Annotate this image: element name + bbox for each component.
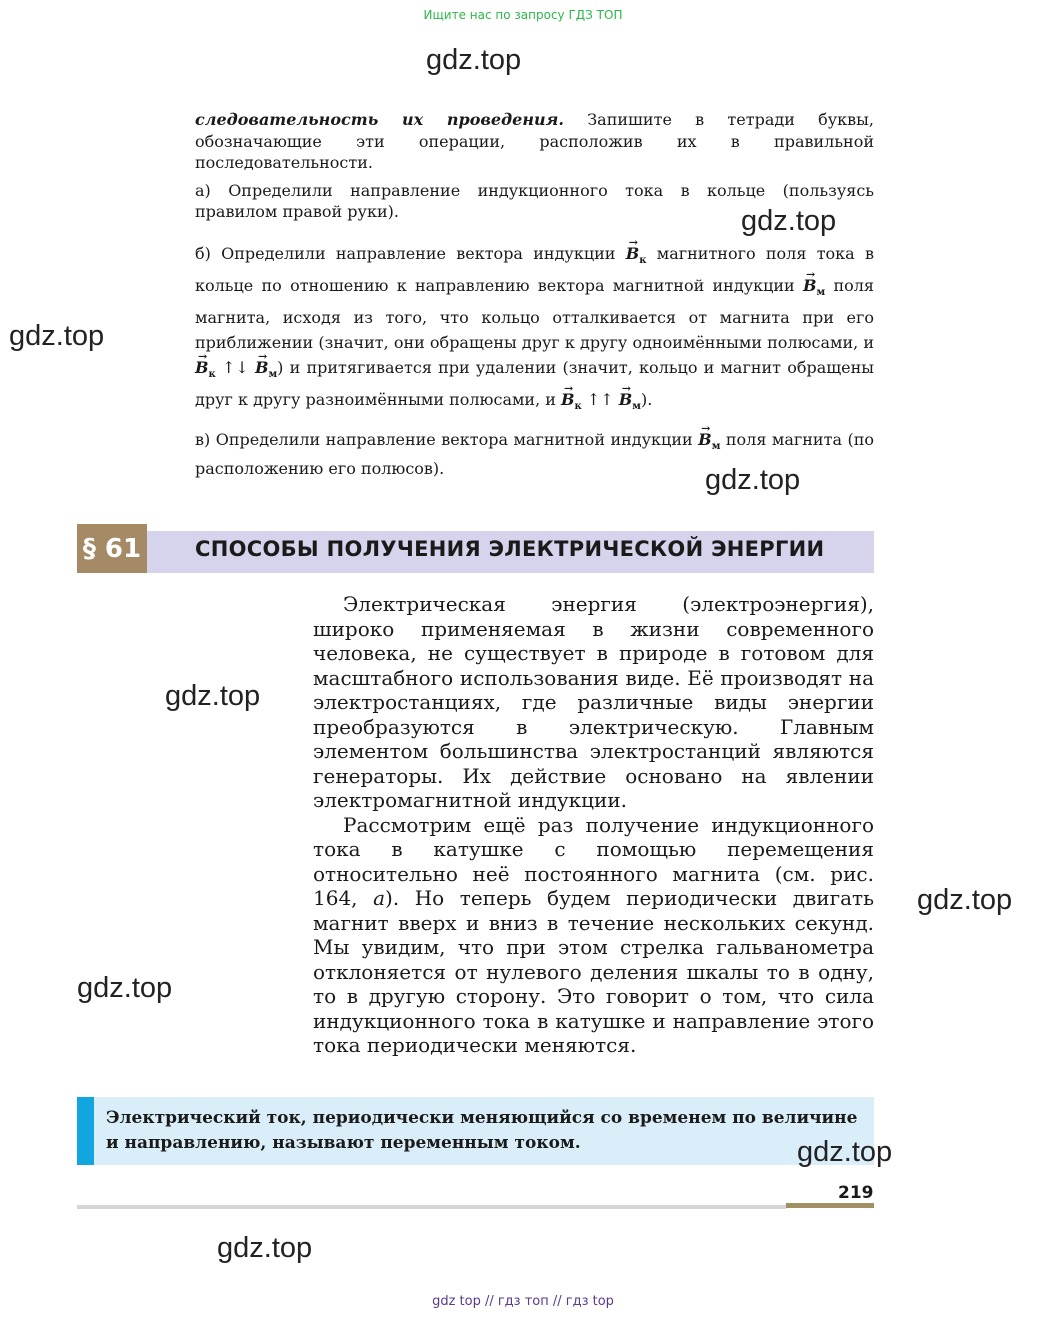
section-number-badge: § 61 xyxy=(77,524,147,573)
body-paragraph xyxy=(313,813,874,1058)
watermark: gdz.top xyxy=(741,205,837,237)
definition-accent-strip xyxy=(77,1097,94,1165)
body-paragraph: Электрическая энергия (электроэнергия), широко применяемая в жизни современного человека, не существует в природе в готовом для масштабного использования виде. Её производят на электростанциях, где различные виды энергии преобразуются в электрическую. Главным элементом большинства электростанций являются генераторы. Их действие основано на явлении электромагнитной индукции. xyxy=(313,592,874,812)
task-b-text: магнитного поля тока в кольце по отношению к направлению вектора магнитной индукции xyxy=(195,243,874,295)
antiparallel-arrows: ↑↓ xyxy=(215,357,255,377)
search-hint-link[interactable]: Ищите нас по запросу ГДЗ ТОП xyxy=(423,8,623,22)
watermark: gdz.top xyxy=(9,320,105,352)
task-c-text: в) Определили направление вектора магнитной индукции xyxy=(195,430,699,450)
task-block xyxy=(195,109,874,479)
task-c-text: поля магнита (по расположению его полюсов). xyxy=(195,430,875,478)
footer-links[interactable]: gdz top // гдз топ // гдз top xyxy=(432,1294,614,1309)
watermark: gdz.top xyxy=(705,464,801,496)
watermark: gdz.top xyxy=(77,972,173,1004)
watermark: gdz.top xyxy=(917,884,1013,916)
task-b-text: ) и притягивается при удалении (значит, кольцо и магнит обращены друг к другу разноимёнными полюсами, и xyxy=(195,357,874,410)
vector-bm: → $B_м$ xyxy=(803,273,825,305)
parallel-arrows: ↑↑ xyxy=(581,390,619,410)
task-item-b xyxy=(195,241,874,420)
footer-rule-accent xyxy=(786,1203,874,1208)
vector-bm: → $B_м$ xyxy=(698,429,720,458)
vector-bk: → $B_к$ xyxy=(195,355,216,387)
definition-text: Электрический ток, периодически меняющийся со временем по величине и направлению, называют переменным током. xyxy=(106,1108,858,1153)
vector-bk: → $B_к$ xyxy=(561,387,582,419)
task-b-text: ). xyxy=(640,390,653,410)
watermark: gdz.top xyxy=(217,1232,313,1264)
watermark: gdz.top xyxy=(426,44,522,76)
task-item-a: а) Определили направление индукционного тока в кольце (пользуясь правилом правой руки). xyxy=(195,180,874,221)
page-number: 219 xyxy=(838,1183,874,1203)
task-intro-emphasis: следовательность их проведения. xyxy=(195,110,564,129)
vector-bm: → $B_м$ xyxy=(255,355,277,387)
task-intro-text: Запишите в тетради буквы, обозначающие эти операции, расположив их в правильной последовательности. xyxy=(195,110,875,172)
task-b-text: поля магнита, исходя из того, что кольцо отталкивается от магнита при его приближении (значит, они обращены друг к другу одноимёнными полюсами, и xyxy=(195,275,875,352)
task-intro xyxy=(195,109,874,174)
footer-rule xyxy=(77,1205,786,1209)
vector-bk: → $B_к$ xyxy=(626,241,647,273)
figure-ref: а xyxy=(373,886,386,910)
body-text: Рассмотрим ещё раз получение индукционного тока в катушке с помощью перемещения относительно неё постоянного магнита (см. рис. 164, xyxy=(313,812,874,910)
watermark: gdz.top xyxy=(165,680,261,712)
task-b-text: б) Определили направление вектора индукции xyxy=(195,243,626,263)
section-title: СПОСОБЫ ПОЛУЧЕНИЯ ЭЛЕКТРИЧЕСКОЙ ЭНЕРГИИ xyxy=(195,537,825,561)
section-body xyxy=(313,592,874,1058)
watermark: gdz.top xyxy=(797,1136,893,1168)
vector-bm: → $B_м$ xyxy=(619,387,641,419)
body-text: ). Но теперь будем периодически двигать магнит вверх и вниз в течение нескольких секунд. Мы увидим, что при этом стрелка гальванометра отклоняется от нулевого деления шкалы то в одну, то в другую сторону. Это говорит о том, что сила индукционного тока в катушке и направление этого тока периодически меняются. xyxy=(313,886,874,1057)
